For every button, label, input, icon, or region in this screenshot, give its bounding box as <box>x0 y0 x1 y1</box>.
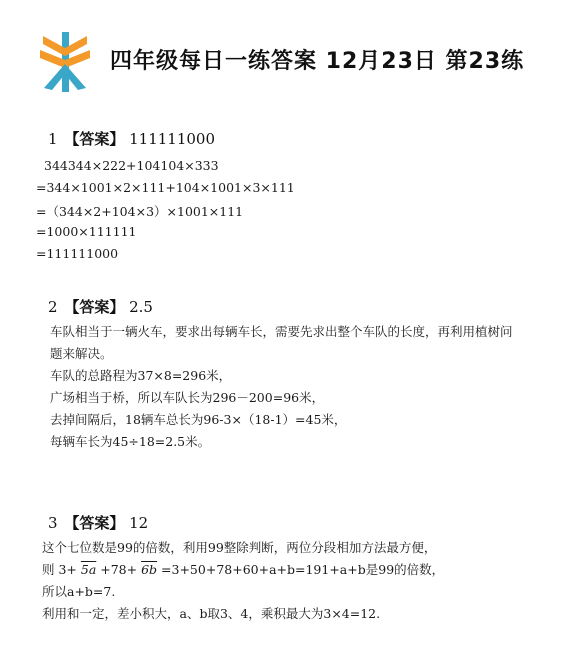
q3-label: 【答案】 <box>64 514 125 532</box>
q1-step: 344344×222+104104×333 <box>44 158 219 173</box>
q1-step: =（344×2+104×3）×1001×111 <box>36 204 244 219</box>
q1-step: =344×1001×2×111+104×1001×3×111 <box>36 180 295 195</box>
logo <box>36 28 94 96</box>
q2-explanation: 每辆车长为45÷18=2.5米。 <box>50 434 211 449</box>
q3-explanation: 所以a+b=7. <box>42 584 116 599</box>
q1-label: 【答案】 <box>64 130 125 148</box>
q3-eq-mid: +78+ <box>96 562 142 577</box>
q3-number: 3 <box>48 514 58 532</box>
q1-step: =1000×111111 <box>36 224 137 239</box>
q2-number: 2 <box>48 298 58 316</box>
q2-explanation: 车队相当于一辆火车，要求出每辆车长，需要先求出整个车队的长度，再利用植树问 <box>50 324 513 339</box>
q2-explanation: 去掉间隔后，18辆车总长为96-3×（18-1）=45米， <box>50 412 347 427</box>
q3-heading <box>48 512 148 533</box>
q1-heading <box>48 128 215 149</box>
q3-explanation: 利用和一定，差小积大，a、b取3、4，乘积最大为3×4=12. <box>42 606 381 621</box>
q2-label: 【答案】 <box>64 298 125 316</box>
q2-explanation: 题来解决。 <box>50 346 113 361</box>
q3-eq-suffix: =3+50+78+60+a+b=191+a+b是99的倍数， <box>157 562 445 577</box>
page-title: 四年级每日一练答案 12月23日 第23练 <box>110 49 525 74</box>
q3-answer: 12 <box>129 514 149 532</box>
q1-step: =111111000 <box>36 246 119 261</box>
q3-eq-prefix: 则 3+ <box>42 562 81 577</box>
q2-explanation: 广场相当于桥，所以车队长为296－200=96米， <box>50 390 325 405</box>
q3-eq-overline-5a: 5a <box>80 562 97 577</box>
q3-explanation: 这个七位数是99的倍数，利用99整除判断，两位分段相加方法最方便， <box>42 540 437 555</box>
q2-heading <box>48 296 153 317</box>
q2-explanation: 车队的总路程为37×8=296米， <box>50 368 232 383</box>
q2-answer: 2.5 <box>129 298 153 316</box>
q1-answer: 111111000 <box>129 130 216 148</box>
q1-number: 1 <box>48 130 58 148</box>
q3-eq-overline-6b: 6b <box>141 562 158 577</box>
q3-equation <box>42 560 444 578</box>
